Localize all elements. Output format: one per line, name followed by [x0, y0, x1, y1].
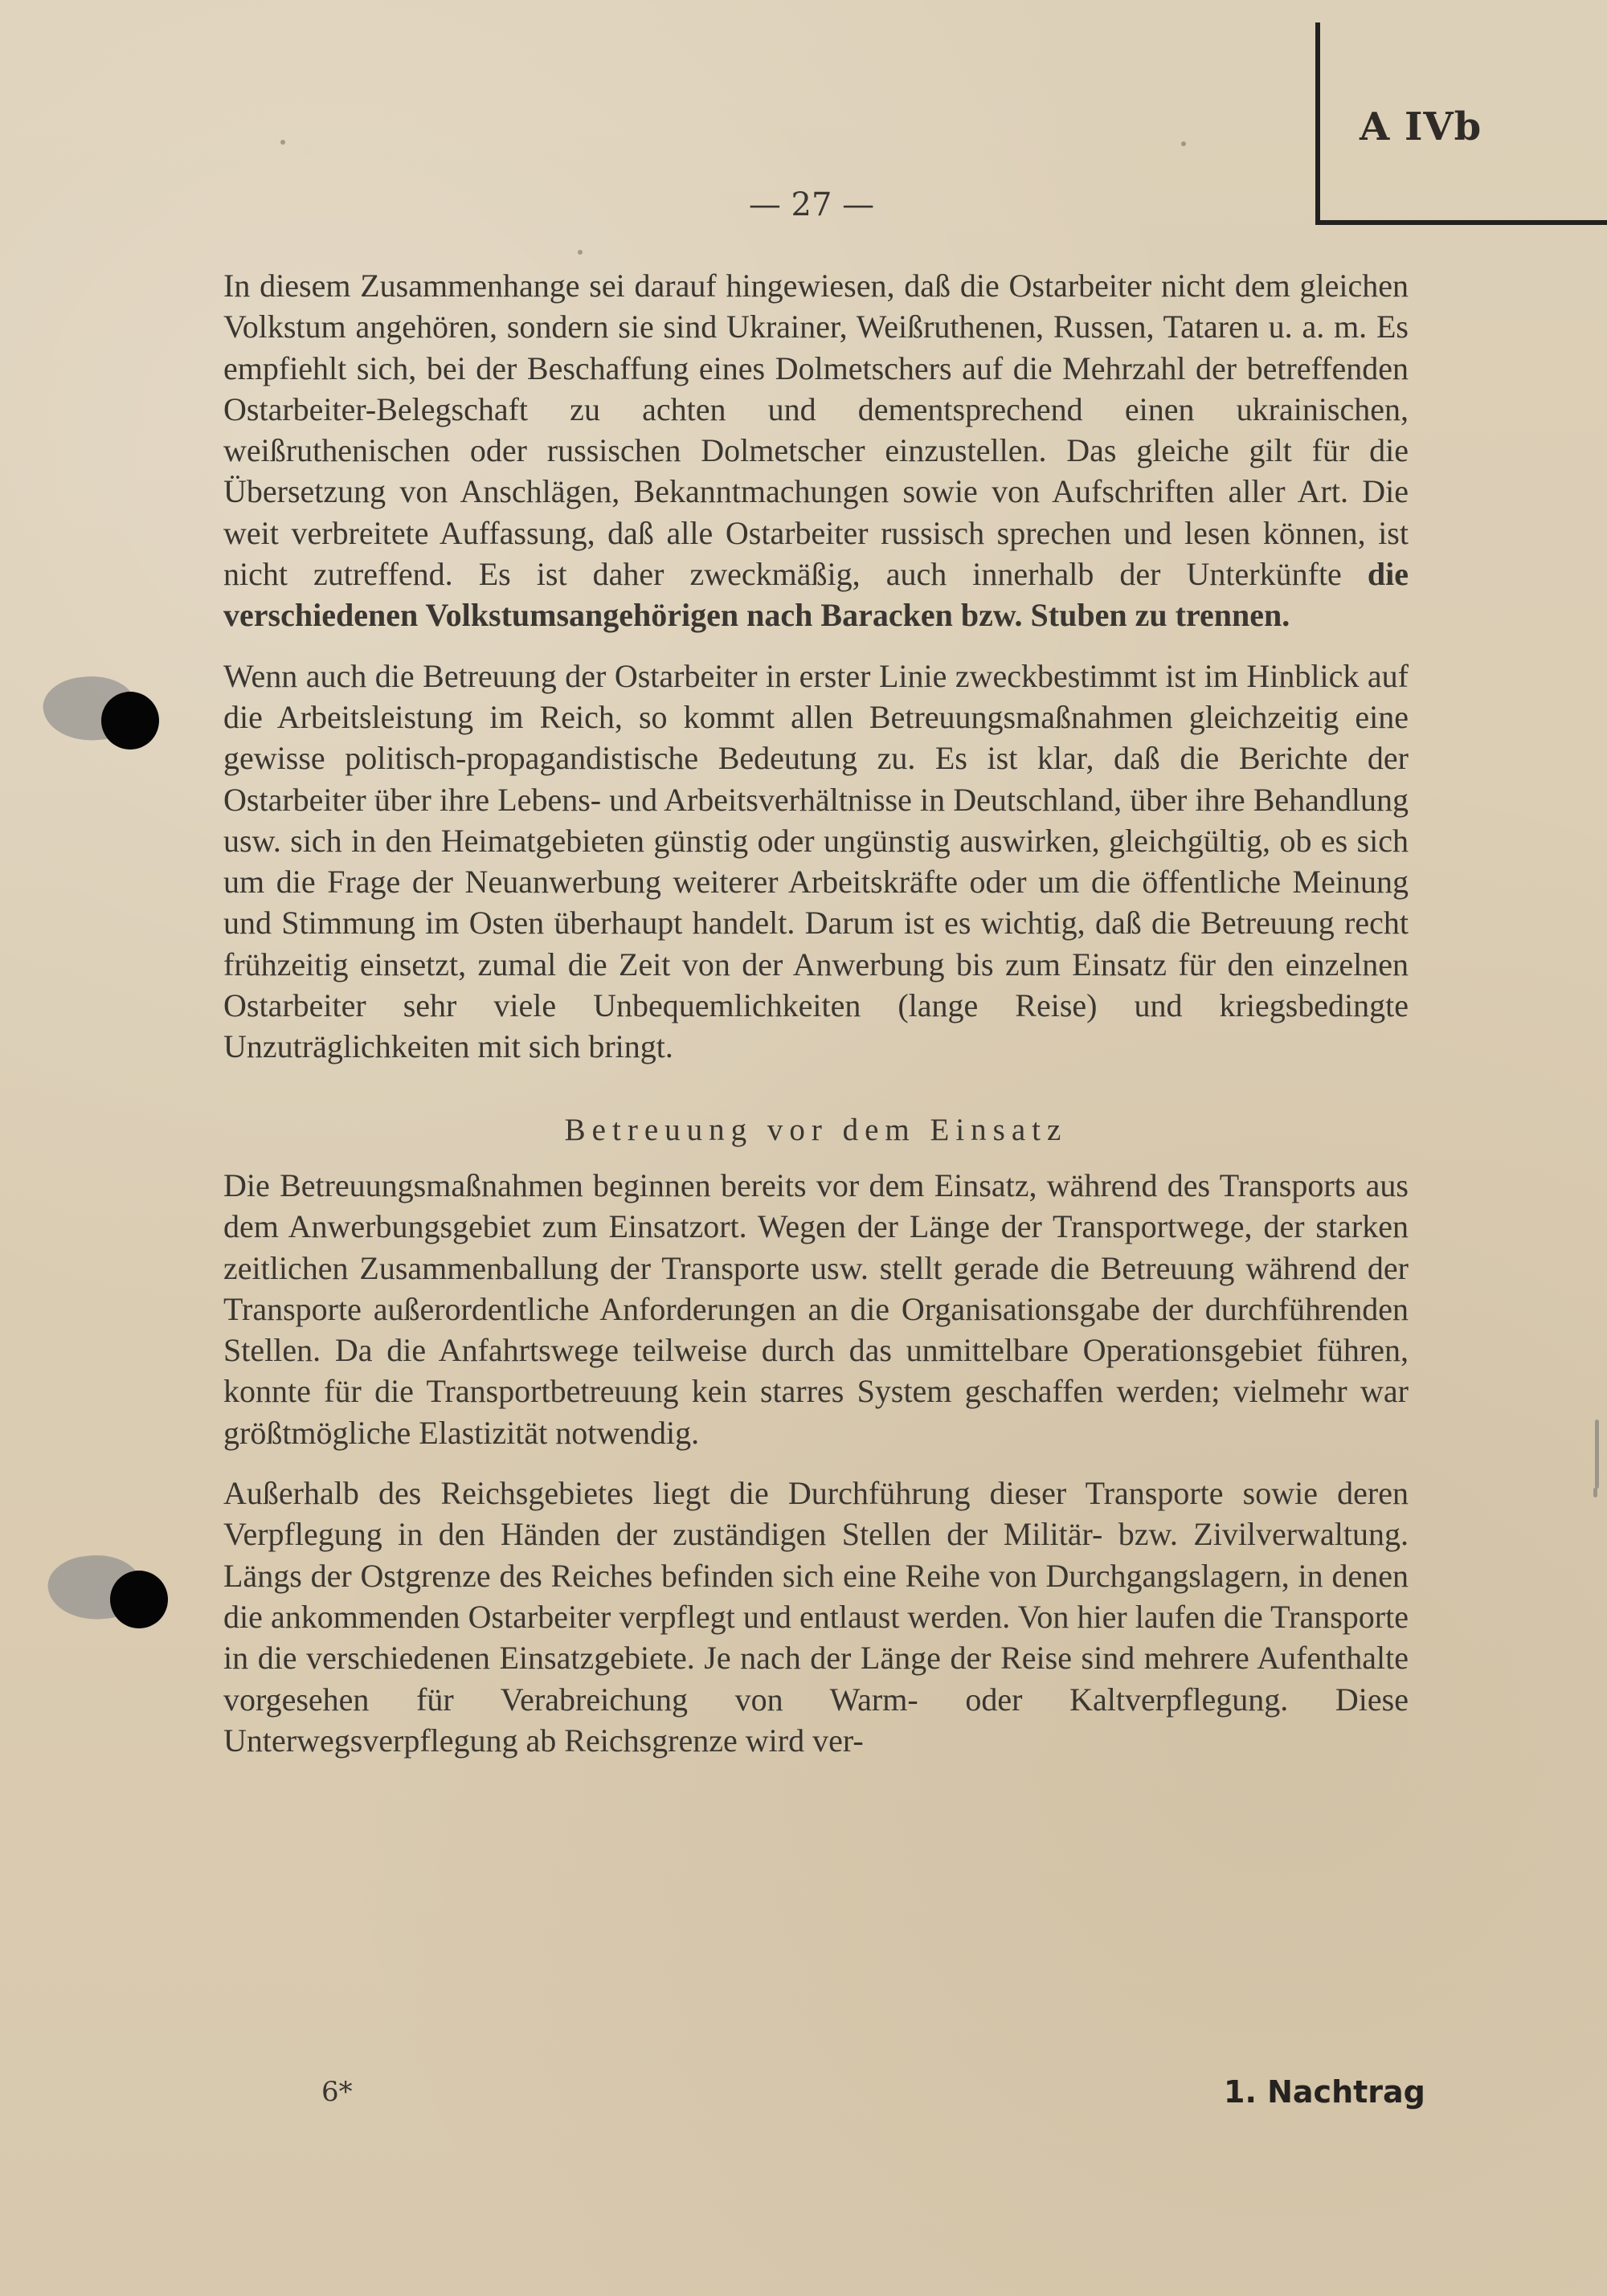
paragraph-1: [223, 265, 1409, 636]
document-body: [223, 265, 1409, 1761]
paragraph-1-emphasis: die verschiedenen Volkstumsangehörigen nach Baracken bzw. Stuben zu trennen.: [223, 556, 1409, 634]
signature-mark: 6*: [321, 2076, 353, 2108]
edge-mark: [1595, 1420, 1599, 1489]
paper-speck: [1181, 141, 1186, 146]
section-code: A IVb: [1360, 104, 1482, 149]
paper-speck: [280, 140, 285, 145]
punch-hole: [110, 1571, 168, 1628]
paper-speck: [578, 250, 583, 255]
supplement-label: 1. Nachtrag: [1224, 2074, 1425, 2110]
paragraph-2: Wenn auch die Betreuung der Ostarbeiter in erster Linie zweckbestimmt ist im Hinblick auf die Arbeitsleistung im Reich, so kommt allen Betreuungsmaßnahmen gleichzeitig eine gewisse politisch-propagandistische Bedeutung zu. Es ist klar, daß die Berichte der Ostarbeiter über ihre Lebens- und Arbeitsverhältnisse in Deutschland, über ihre Behandlung usw. sich in den Heimatgebieten günstig oder ungünstig auswirken, gleichgültig, ob es sich um die Frage der Neuanwerbung weiterer Arbeitskräfte oder um die öffentliche Meinung und Stimmung im Osten überhaupt handelt. Darum ist es wichtig, daß die Betreuung recht frühzeitig einsetzt, zumal die Zeit von der Anwerbung bis zum Einsatz für den einzelnen Ostarbeiter sehr viele Unbequemlichkeiten (lange Reise) und kriegsbedingte Unzuträglichkeiten mit sich bringt.: [223, 657, 1409, 1065]
paragraph-3: Die Betreuungsmaßnahmen beginnen bereits vor dem Einsatz, während des Transports aus dem Anwerbungsgebiet zum Einsatzort. Wegen der Länge der Transportwege, der starken zeitlichen Zusammenballung der Transporte usw. stellt gerade die Betreuung während der Transporte außerordentliche Anforderungen an die Organisationsgabe der durchführenden Stellen. Da die Anfahrtswege teilweise durch das unmittelbare Operationsgebiet führen, konnte für die Transportbetreuung kein starres System geschaffen werden; vielmehr war größtmögliche Elastizität notwendig.: [223, 1166, 1409, 1451]
section-heading: Betreuung vor dem Einsatz: [564, 1112, 1068, 1147]
punch-hole: [101, 692, 159, 750]
page-number: — 27 —: [748, 186, 875, 223]
paragraph-1-text: In diesem Zusammenhange sei darauf hingewiesen, daß die Ostarbeiter nicht dem gleichen Volkstum angehören, sondern sie sind Ukrainer, Weißruthenen, Russen, Tataren u. a. m. Es empfiehlt sich, bei der Beschaffung eines Dolmetschers auf die Mehrzahl der betreffenden Ostarbeiter-Belegschaft zu achten und dementsprechend einen ukrainischen, weißruthenischen oder russischen Dolmetscher einzustellen. Das gleiche gilt für die Übersetzung von Anschlägen, Bekanntmachungen sowie von Aufschriften aller Art. Die weit verbreitete Auffassung, daß alle Ostarbeiter russisch sprechen und lesen können, ist nicht zutreffend. Es ist daher zweckmäßig, auch innerhalb der Unterkünfte: [223, 268, 1409, 593]
edge-mark: [1593, 1488, 1597, 1497]
paragraph-4: Außerhalb des Reichsgebietes liegt die Durchführung dieser Transporte sowie deren Verpflegung in den Händen der zuständigen Stellen der Militär- bzw. Zivilverwaltung. Längs der Ostgrenze des Reiches befinden sich eine Reihe von Durchgangslagern, in denen die ankommenden Ostarbeiter verpflegt und entlaust werden. Von hier laufen die Transporte in die verschiedenen Einsatzgebiete. Je nach der Länge der Reise sind mehrere Aufenthalte vorgesehen für Verabreichung von Warm- oder Kaltverpflegung. Diese Unterwegsverpflegung ab Reichsgrenze wird ver-: [223, 1475, 1409, 1759]
